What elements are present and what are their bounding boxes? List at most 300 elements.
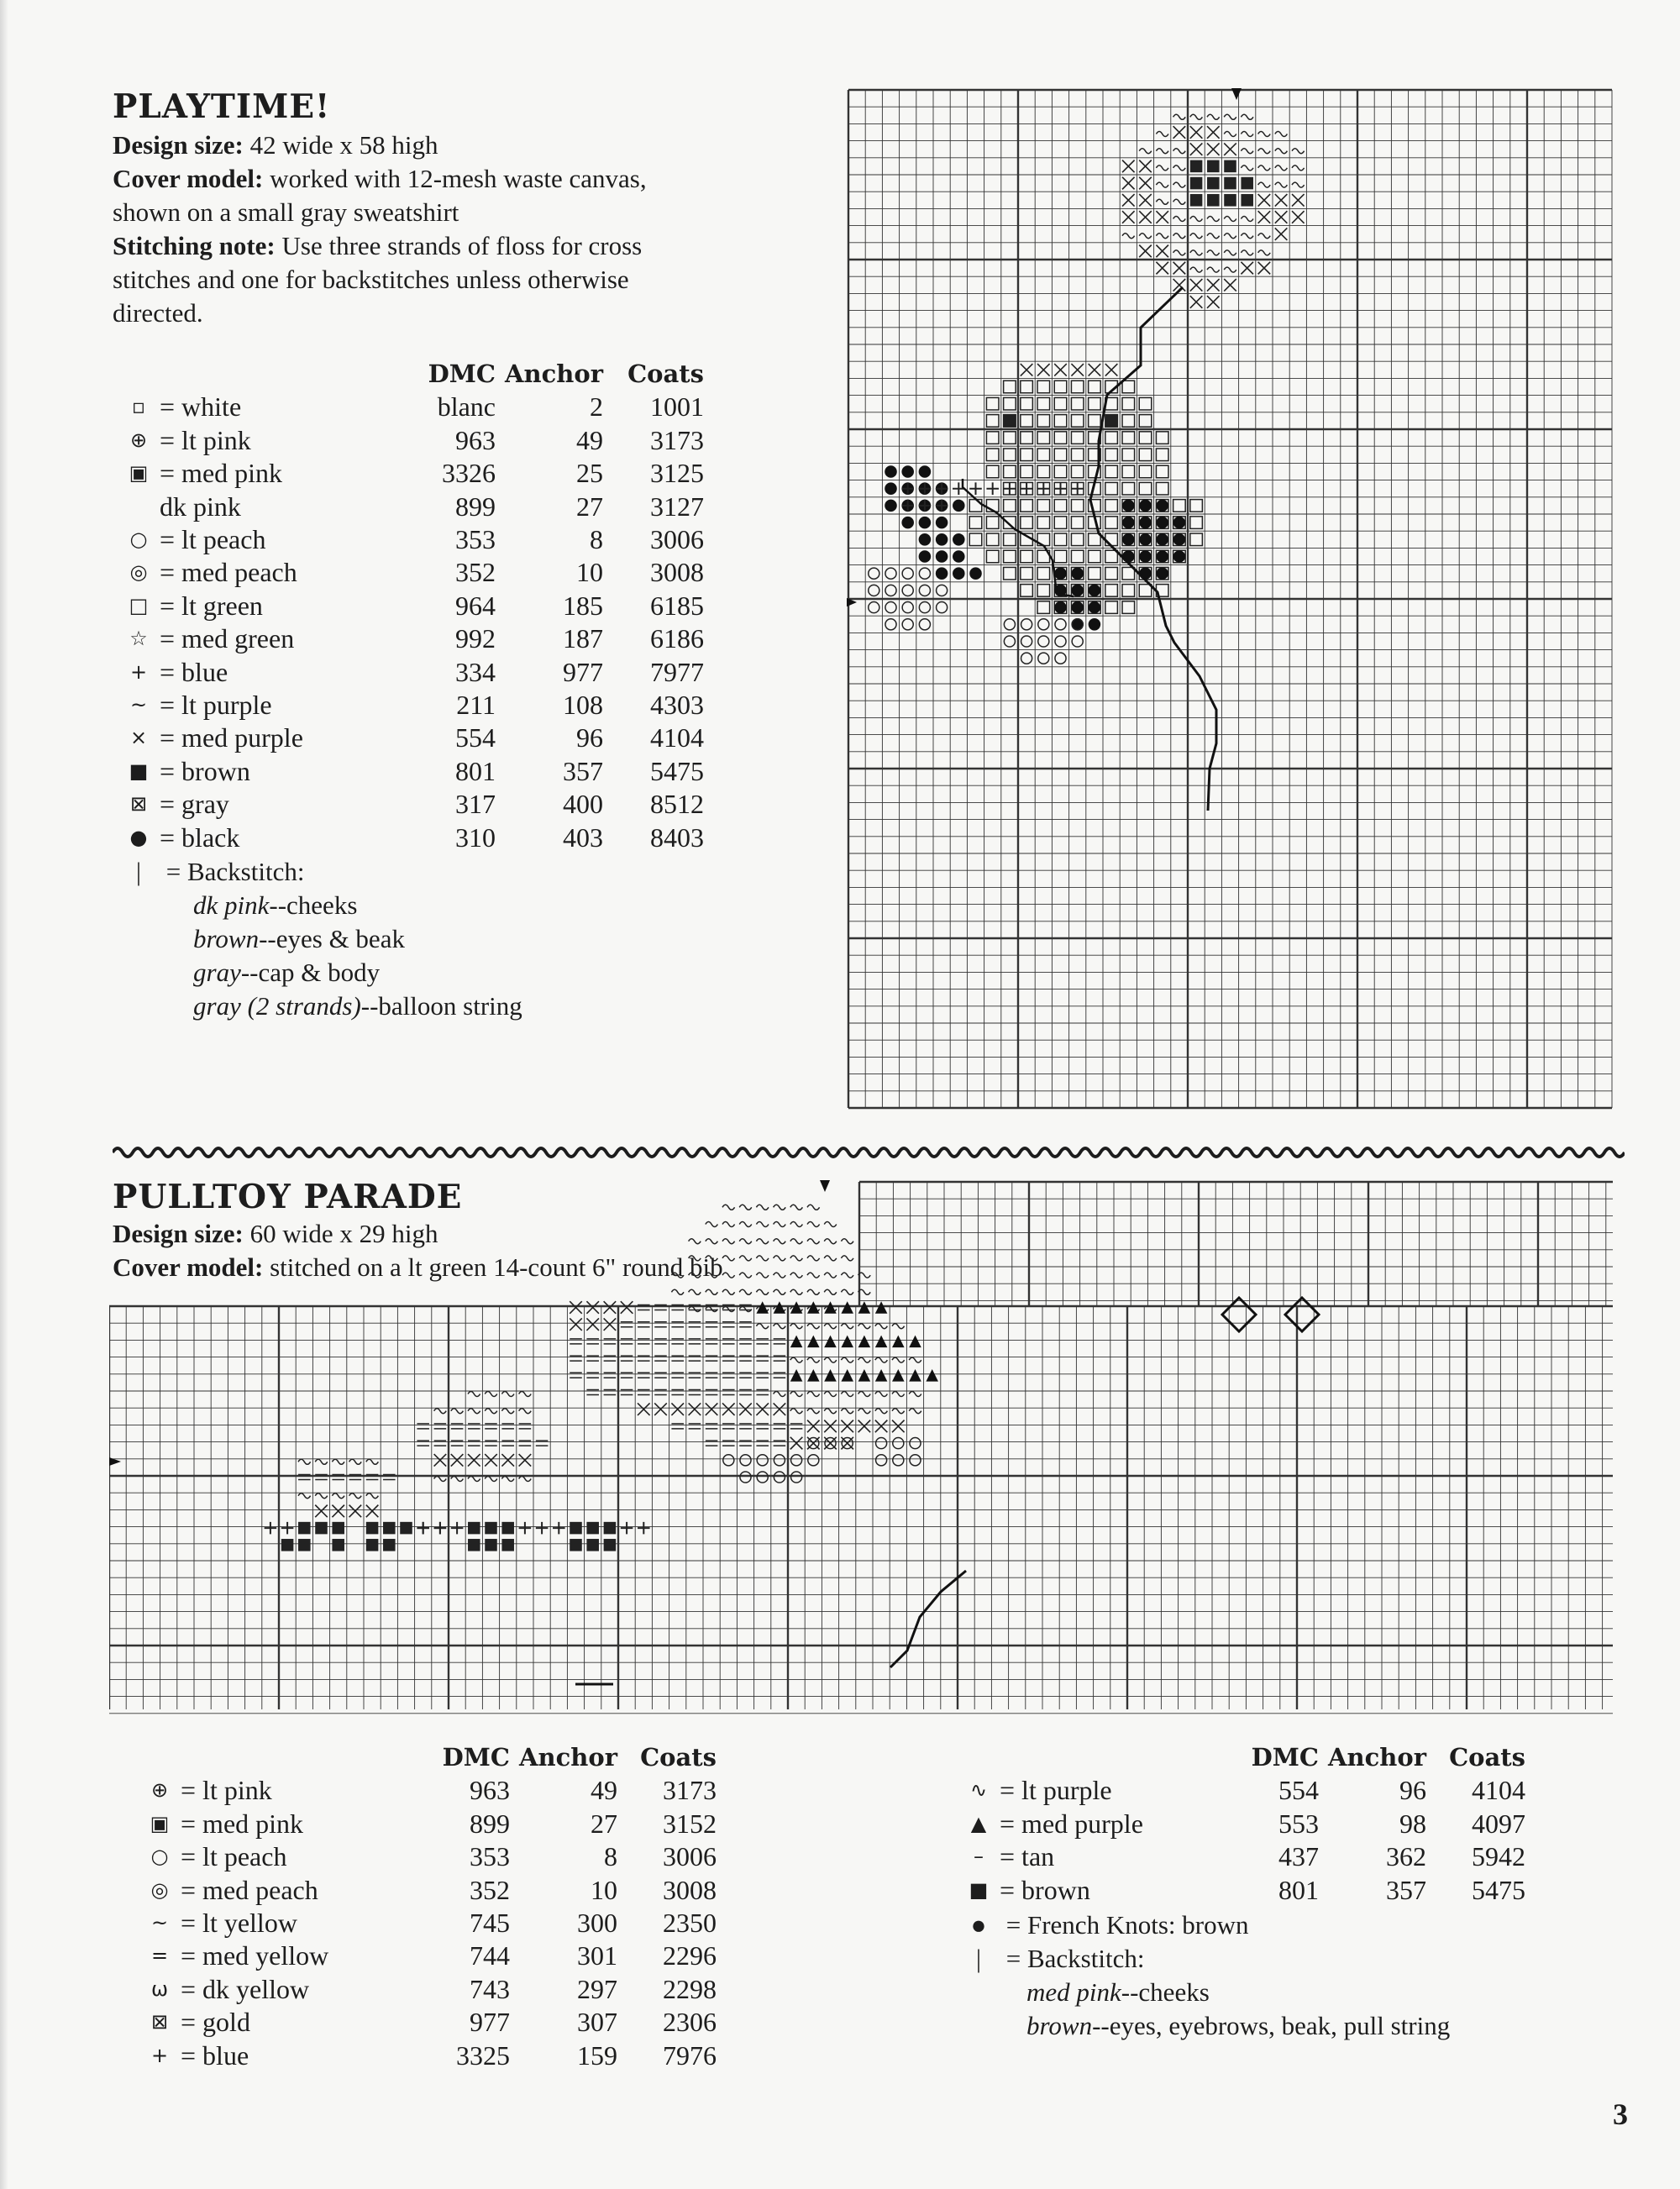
color-key-row <box>958 1874 1525 1907</box>
stitch-purple <box>807 1336 820 1348</box>
stitch-peach <box>876 1455 887 1466</box>
stitch-med-yellow <box>468 1441 480 1446</box>
stitch-green <box>1004 533 1016 546</box>
stitch-yellow <box>434 1477 447 1482</box>
stitch-purple <box>909 1336 921 1348</box>
stitch-green <box>1054 449 1067 461</box>
stitch-purple <box>1258 211 1271 223</box>
stitch-med-yellow <box>604 1390 617 1395</box>
chart-grid <box>859 1182 1613 1306</box>
page-binding-edge <box>0 0 8 2189</box>
stitch-yellow <box>824 1324 837 1329</box>
stitch-yellow <box>909 1409 921 1414</box>
stitch-med-yellow <box>654 1373 667 1378</box>
stitch-purple <box>841 1369 853 1382</box>
stitch-black <box>919 517 932 529</box>
stitch-green <box>1037 585 1050 597</box>
stitch-green <box>1021 500 1033 512</box>
stitch-brown <box>1190 160 1203 173</box>
symbol-icon: – <box>974 1845 984 1869</box>
stitch-peach <box>1072 636 1083 647</box>
stitch-purple <box>586 1301 599 1314</box>
stitch-black <box>936 517 948 529</box>
stitch-yellow <box>1275 165 1288 171</box>
stitch-med-yellow <box>722 1356 735 1361</box>
color-name: = tan <box>1000 1841 1055 1872</box>
stitch-yellow <box>1139 149 1152 154</box>
dmc-number: 3326 <box>442 458 496 489</box>
stitch-brown <box>298 1539 311 1551</box>
stitch-med-yellow <box>638 1373 650 1378</box>
stitch-green <box>1021 517 1033 529</box>
stitch-peach <box>876 1438 887 1449</box>
stitch-yellow <box>774 1289 786 1294</box>
stitch-med-yellow <box>451 1441 464 1446</box>
stitch-yellow <box>1156 199 1168 204</box>
color-name: = med pink <box>160 458 283 489</box>
pulltoy-color-key-left <box>139 1741 717 2072</box>
stitch-green <box>1105 500 1118 512</box>
stitch-brown <box>1207 177 1220 190</box>
stitch-yellow <box>1241 234 1253 239</box>
stitch-peach <box>1055 636 1066 647</box>
stitch-purple <box>1275 194 1288 207</box>
stitch-green <box>1190 500 1203 512</box>
stitch-purple <box>1258 194 1271 207</box>
stitch-purple <box>1021 364 1033 376</box>
stitch-black <box>969 567 982 580</box>
stitch-green <box>1156 465 1168 478</box>
stitch-purple <box>570 1301 582 1314</box>
stitch-med-yellow <box>485 1424 497 1429</box>
stitch-peach <box>919 602 930 613</box>
backstitch-line <box>1026 1976 1450 2009</box>
stitch-med-yellow <box>706 1441 718 1446</box>
stitch-green <box>1139 465 1152 478</box>
stitch-blue <box>1037 482 1050 495</box>
stitch-green <box>1021 432 1033 444</box>
stitch-yellow <box>315 1459 328 1464</box>
color-name: dk pink <box>160 491 241 522</box>
stitch-yellow <box>892 1392 905 1397</box>
stitch-yellow <box>689 1239 701 1244</box>
stitch-yellow <box>349 1493 362 1499</box>
coats-number: 3006 <box>650 524 704 555</box>
stitch-purple <box>858 1369 871 1382</box>
stitch-brown <box>383 1522 396 1535</box>
french-knot-label: = French Knots: brown <box>1005 1910 1249 1940</box>
stitch-green <box>1156 432 1168 444</box>
stitch-brown <box>485 1522 497 1535</box>
stitch-med-yellow <box>621 1373 633 1378</box>
stitch-med-yellow <box>774 1424 786 1429</box>
stitch-med-yellow <box>621 1339 633 1344</box>
stitch-black <box>885 500 897 512</box>
stitch-purple <box>841 1336 853 1348</box>
dmc-number: 977 <box>470 2007 510 2038</box>
stitch-yellow <box>519 1409 532 1414</box>
stitch-med-yellow <box>722 1373 735 1378</box>
stitch-black <box>953 567 965 580</box>
anchor-number: 8 <box>604 1841 617 1872</box>
dmc-number: 353 <box>455 524 496 555</box>
color-name: = med purple <box>160 722 303 753</box>
stitch-green <box>1089 415 1101 428</box>
stitch-purple <box>1275 211 1288 223</box>
stitch-purple <box>366 1505 379 1518</box>
color-name: = white <box>160 391 242 423</box>
stitch-med-yellow <box>722 1339 735 1344</box>
stitch-yellow <box>1207 114 1220 119</box>
stitch-green <box>1037 449 1050 461</box>
stitch-med-yellow <box>689 1373 701 1378</box>
stitch-peach <box>1055 619 1066 630</box>
stitch-peach <box>791 1472 802 1483</box>
stitch-yellow <box>1241 165 1253 171</box>
stitch-peach <box>893 1438 904 1449</box>
stitch-green <box>1004 567 1016 580</box>
stitch-green <box>1105 533 1118 546</box>
color-name: = lt pink <box>181 1775 272 1806</box>
stitch-yellow <box>774 1205 786 1210</box>
stitch-peach <box>1038 619 1049 630</box>
stitch-purple <box>1156 262 1168 275</box>
stitch-green <box>1054 465 1067 478</box>
dmc-number: blanc <box>437 391 496 423</box>
stitch-green <box>1054 517 1067 529</box>
stitch-yellow <box>689 1307 701 1312</box>
dmc-number: 554 <box>455 722 496 753</box>
stitch-yellow <box>468 1392 480 1397</box>
stitch-purple <box>349 1505 362 1518</box>
stitch-med-yellow <box>739 1390 752 1395</box>
stitch-black <box>919 465 932 478</box>
dmc-header: DMC <box>428 360 496 388</box>
anchor-number: 185 <box>563 590 603 621</box>
backstitch-use: --balloon string <box>360 991 522 1021</box>
backstitch-color: dk pink <box>193 890 270 920</box>
stitch-purple <box>892 1336 905 1348</box>
dmc-number: 801 <box>1278 1874 1319 1905</box>
color-name: = med purple <box>1000 1808 1143 1839</box>
backstitch-icon: | <box>975 1944 982 1973</box>
stitch-purple <box>501 1454 514 1467</box>
stitch-yellow <box>807 1289 820 1294</box>
stitch-purple <box>1122 194 1135 207</box>
stitch-green <box>1071 550 1084 563</box>
stitch-black <box>1122 533 1135 546</box>
stitch-peach <box>919 585 930 596</box>
stitch-med-yellow <box>638 1339 650 1344</box>
anchor-number: 362 <box>1386 1841 1426 1872</box>
anchor-number: 297 <box>577 1973 617 2004</box>
stitch-yellow <box>485 1392 497 1397</box>
stitch-peach <box>885 602 896 613</box>
backstitch-line <box>193 990 522 1023</box>
stitch-green <box>1054 500 1067 512</box>
symbol-icon: = <box>150 1944 169 1968</box>
stitch-med-yellow <box>774 1441 786 1446</box>
stitch-yellow <box>824 1289 837 1294</box>
stitch-yellow <box>841 1256 853 1261</box>
stitch-yellow <box>807 1256 820 1261</box>
stitch-med-yellow <box>722 1424 735 1429</box>
stitch-med-yellow <box>774 1339 786 1344</box>
stitch-yellow <box>790 1357 803 1362</box>
stitch-brown <box>1190 177 1203 190</box>
stitch-brown <box>1241 177 1253 190</box>
stitch-black <box>1156 567 1168 580</box>
dmc-number: 317 <box>455 789 496 820</box>
stitch-green <box>1105 585 1118 597</box>
dmc-number: 334 <box>455 656 496 687</box>
anchor-number: 27 <box>591 1808 617 1839</box>
stitch-brown <box>1207 160 1220 173</box>
coats-number: 6185 <box>650 590 704 621</box>
stitch-med-yellow <box>570 1373 582 1378</box>
stitch-med-yellow <box>434 1424 447 1429</box>
stitch-yellow <box>1241 149 1253 154</box>
playtime-chart <box>847 88 1618 1117</box>
stitch-yellow <box>824 1222 837 1227</box>
stitch-brown <box>1224 177 1236 190</box>
stitch-purple <box>485 1454 497 1467</box>
backstitch-label: = Backstitch: <box>1005 1944 1145 1973</box>
anchor-header: Anchor <box>519 1743 617 1772</box>
stitch-purple <box>807 1420 820 1433</box>
stitch-brown <box>366 1522 379 1535</box>
stitch-yellow <box>774 1392 786 1397</box>
stitch-yellow <box>1258 234 1271 239</box>
stitch-yellow <box>739 1239 752 1244</box>
stitch-yellow <box>519 1392 532 1397</box>
stitch-yellow <box>1258 132 1271 137</box>
stitch-green <box>1037 567 1050 580</box>
stitch-med-yellow <box>790 1424 803 1429</box>
anchor-number: 403 <box>563 822 603 853</box>
stitch-yellow <box>790 1256 803 1261</box>
stitch-med-yellow <box>706 1339 718 1344</box>
symbol-icon: ☆ <box>129 627 148 651</box>
stitch-peach <box>885 619 896 630</box>
coats-number: 7977 <box>650 656 704 687</box>
stitch-purple <box>1292 194 1305 207</box>
stitch-purple <box>1156 245 1168 258</box>
dmc-number: 963 <box>470 1775 510 1806</box>
stitch-green <box>1004 500 1016 512</box>
stitch-yellow <box>1139 234 1152 239</box>
playtime-cover-model-cont: shown on a small gray sweatshirt <box>113 197 459 227</box>
color-name: = med green <box>160 623 295 654</box>
stitch-yellow <box>841 1357 853 1362</box>
stitch-yellow <box>1190 267 1203 272</box>
stitch-brown <box>1207 194 1220 207</box>
stitch-green <box>1021 415 1033 428</box>
stitch-purple <box>1224 279 1236 291</box>
stitch-yellow <box>824 1392 837 1397</box>
stitch-purple <box>1139 160 1152 173</box>
dmc-number: 899 <box>455 491 496 522</box>
stitch-green <box>1054 381 1067 393</box>
stitch-peach <box>774 1455 785 1466</box>
playtime-design-size: Design size: 42 wide x 58 high <box>113 130 438 160</box>
stitch-purple <box>315 1505 328 1518</box>
coats-header: Coats <box>640 1743 717 1772</box>
color-key-row <box>139 1840 717 1873</box>
coats-number: 6186 <box>650 623 704 654</box>
stitch-yellow <box>1173 149 1186 154</box>
color-name: = med peach <box>181 1874 318 1905</box>
stitch-med-yellow <box>739 1373 752 1378</box>
dmc-number: 554 <box>1278 1775 1319 1806</box>
coats-number: 4104 <box>650 722 704 753</box>
stitch-yellow <box>451 1409 464 1414</box>
color-key-row <box>958 1774 1525 1807</box>
dmc-header: DMC <box>442 1743 510 1772</box>
stitch-purple <box>1190 296 1203 308</box>
stitch-green <box>1122 585 1135 597</box>
symbol-icon: + <box>150 2043 169 2067</box>
symbol-icon: ◎ <box>150 1877 169 1902</box>
stitch-yellow <box>739 1289 752 1294</box>
stitch-med-yellow <box>604 1373 617 1378</box>
stitch-yellow <box>722 1222 735 1227</box>
stitch-med-yellow <box>654 1356 667 1361</box>
color-key-row <box>139 2006 717 2039</box>
stitch-yellow <box>892 1409 905 1414</box>
stitch-purple <box>1122 177 1135 190</box>
stitch-peach <box>937 585 948 596</box>
stitch-yellow <box>774 1324 786 1329</box>
stitch-med-yellow <box>756 1441 769 1446</box>
stitch-yellow <box>841 1289 853 1294</box>
stitch-brown <box>1224 194 1236 207</box>
coats-number: 4097 <box>1472 1808 1525 1839</box>
backstitch-line <box>1026 2009 1450 2043</box>
stitch-peach <box>740 1472 751 1483</box>
stitch-med-yellow <box>671 1373 684 1378</box>
stitch-black <box>1122 550 1135 563</box>
stitch-yellow <box>706 1239 718 1244</box>
stitch-green <box>1004 465 1016 478</box>
stitch-yellow <box>1275 182 1288 187</box>
stitch-green <box>969 517 982 529</box>
stitch-yellow <box>875 1409 888 1414</box>
stitch-black <box>1156 517 1168 529</box>
anchor-number: 49 <box>576 424 603 455</box>
dmc-number: 437 <box>1278 1841 1319 1872</box>
stitch-med-yellow <box>621 1322 633 1327</box>
stitch-yellow <box>671 1273 684 1278</box>
stitch-med-yellow <box>722 1322 735 1327</box>
stitch-black <box>1054 601 1067 614</box>
stitch-purple <box>1105 364 1118 376</box>
color-name: = lt peach <box>181 1841 287 1872</box>
stitch-yellow <box>1190 234 1203 239</box>
stitch-black <box>1089 601 1101 614</box>
stitch-yellow <box>1190 114 1203 119</box>
stitch-yellow <box>1275 149 1288 154</box>
stitch-green <box>1122 381 1135 393</box>
symbol-icon: ● <box>129 825 148 849</box>
stitch-yellow <box>790 1239 803 1244</box>
symbol-icon: ω <box>150 1976 169 2001</box>
stitch-yellow <box>841 1324 853 1329</box>
stitch-med-yellow <box>756 1424 769 1429</box>
stitch-med-yellow <box>689 1390 701 1395</box>
stitch-purple <box>586 1318 599 1331</box>
color-key-row <box>118 722 704 754</box>
stitch-black <box>1173 533 1186 546</box>
stitch-med-yellow <box>586 1390 599 1395</box>
french-knot-icon: ● <box>970 1910 987 1940</box>
stitch-green <box>1054 415 1067 428</box>
stitch-yellow <box>790 1205 803 1210</box>
coats-number: 3125 <box>650 458 704 489</box>
stitch-green <box>1037 381 1050 393</box>
symbol-icon: ~ <box>129 693 148 717</box>
stitch-med-yellow <box>671 1390 684 1395</box>
stitch-yellow <box>892 1324 905 1329</box>
stitch-green <box>1139 415 1152 428</box>
stitch-yellow <box>332 1493 344 1499</box>
anchor-number: 357 <box>1386 1874 1426 1905</box>
stitch-green <box>1071 500 1084 512</box>
stitch-green <box>1037 397 1050 410</box>
anchor-number: 977 <box>563 656 603 687</box>
stitch-green <box>1037 500 1050 512</box>
stitch-med-yellow <box>654 1339 667 1344</box>
stitch-green <box>1071 465 1084 478</box>
stitch-purple <box>1190 143 1203 155</box>
stitch-yellow <box>1156 165 1168 171</box>
stitch-blue <box>281 1522 294 1535</box>
symbol-icon: ○ <box>129 528 148 552</box>
stitch-purple <box>671 1403 684 1415</box>
stitch-green <box>1122 567 1135 580</box>
stitch-yellow <box>807 1222 820 1227</box>
stitch-yellow <box>756 1205 769 1210</box>
color-key-row <box>118 556 704 589</box>
backstitch-line <box>193 956 522 990</box>
stitch-yellow <box>1275 132 1288 137</box>
stitch-green <box>1139 397 1152 410</box>
stitch-purple <box>1173 262 1186 275</box>
stitch-green <box>1021 449 1033 461</box>
stitch-green <box>1105 601 1118 614</box>
stitch-peach <box>757 1472 768 1483</box>
stitch-peach <box>902 568 913 579</box>
stitch-yellow <box>1173 182 1186 187</box>
pulltoy-design-size: Design size: 60 wide x 29 high <box>113 1219 438 1248</box>
stitch-yellow <box>824 1409 837 1414</box>
stitch-black <box>919 550 932 563</box>
stitch-med-yellow <box>604 1356 617 1361</box>
stitch-black <box>1089 585 1101 597</box>
stitch-med-yellow <box>586 1339 599 1344</box>
stitch-yellow <box>774 1273 786 1278</box>
coats-number: 5475 <box>650 755 704 786</box>
duck-eyes <box>1222 1298 1319 1331</box>
symbol-icon: □ <box>129 593 149 617</box>
stitch-green <box>1021 550 1033 563</box>
stitch-purple <box>434 1454 447 1467</box>
stitch-yellow <box>1224 132 1236 137</box>
stitch-yellow <box>739 1307 752 1312</box>
stitch-yellow <box>1156 234 1168 239</box>
color-name: = gray <box>160 789 229 820</box>
stitch-green <box>1105 449 1118 461</box>
